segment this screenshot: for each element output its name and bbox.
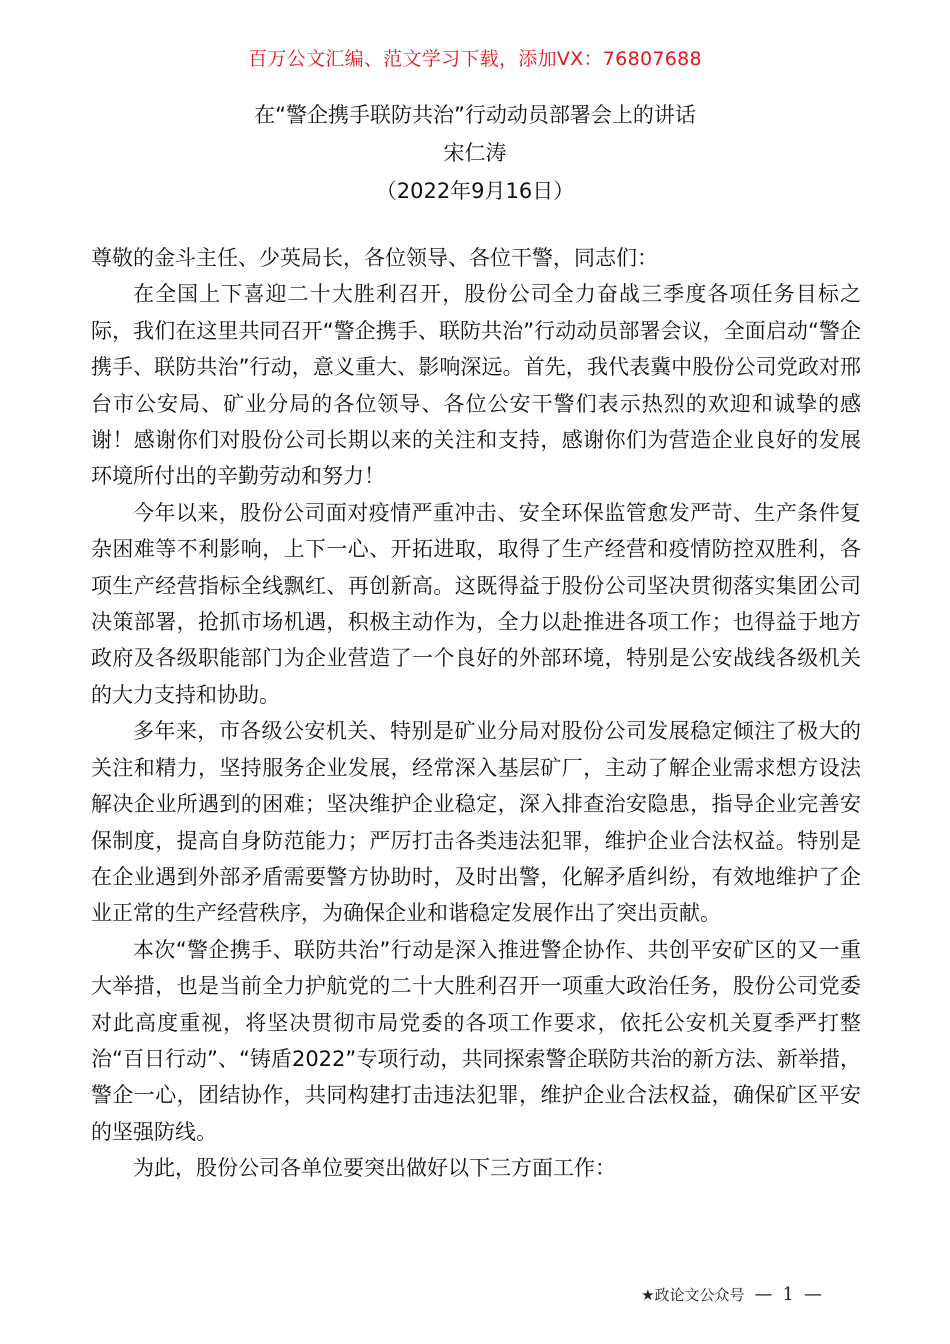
paragraph: 今年以来，股份公司面对疫情严重冲击、安全环保监管愈发严苛、生产条件复杂困难等不利影响，上下一心、开拓进取，取得了生产经营和疫情防控双胜利，各项生产经营指标全线飘红、再创新高。这既得益于股份公司坚决贯彻落实集团公司决策部署，抢抓市场机遇，积极主动作为，全力以赴推进各项工作；也得益于地方政府及各级职能部门为企业营造了一个良好的外部环境，特别是公安战线各级机关的大力支持和协助。 xyxy=(91,500,861,707)
footer-source: ★政论文公众号 xyxy=(641,1286,745,1304)
footer-dash-right: — xyxy=(804,1284,822,1305)
salutation: 尊敬的金斗主任、少英局长，各位领导、各位干警，同志们： xyxy=(91,246,658,270)
paragraph: 在全国上下喜迎二十大胜利召开，股份公司全力奋战三季度各项任务目标之际，我们在这里共同召开“警企携手、联防共治”行动动员部署会议，全面启动“警企携手、联防共治”行动，意义重大、影响深远。首先，我代表冀中股份公司党政对邢台市公安局、矿业分局的各位领导、各位公安干警们表示热烈的欢迎和诚挚的感谢！感谢你们对股份公司长期以来的关注和支持，感谢你们为营造企业良好的发展环境所付出的辛勤劳动和努力！ xyxy=(91,282,861,489)
speech-body xyxy=(91,240,861,1187)
footer-dash-left: — xyxy=(754,1284,773,1305)
speech-author: 宋仁涛 xyxy=(443,141,507,165)
page-footer xyxy=(641,1284,832,1305)
paragraph: 多年来，市各级公安机关、特别是矿业分局对股份公司发展稳定倾注了极大的关注和精力，坚持服务企业发展，经常深入基层矿厂，主动了解企业需求想方设法解决企业所遇到的困难；坚决维护企业稳定，深入排查治安隐患，指导企业完善安保制度，提高自身防范能力；严厉打击各类违法犯罪，维护企业合法权益。特别是在企业遇到外部矛盾需要警方协助时，及时出警，化解矛盾纠纷，有效地维护了企业正常的生产经营秩序，为确保企业和谐稳定发展作出了突出贡献。 xyxy=(91,719,861,926)
speech-date: （2022年9月16日） xyxy=(375,179,575,203)
speech-title: 在“警企携手联防共治”行动动员部署会上的讲话 xyxy=(254,103,696,127)
paragraph: 为此，股份公司各单位要突出做好以下三方面工作： xyxy=(133,1156,616,1181)
paragraph: 本次“警企携手、联防共治”行动是深入推进警企协作、共创平安矿区的又一重大举措，也是当前全力护航党的二十大胜利召开一项重大政治任务，股份公司党委对此高度重视，将坚决贯彻市局党委的各项工作要求，依托公安机关夏季严打整治“百日行动”、“铸盾2022”专项行动，共同探索警企联防共治的新方法、新举措，警企一心，团结协作，共同构建打击违法犯罪，维护企业合法权益，确保矿区平安的坚强防线。 xyxy=(91,937,861,1144)
header-ad-banner: 百万公文汇编、范文学习下载，添加VX：76807688 xyxy=(248,48,702,70)
page-number: 1 xyxy=(782,1284,794,1305)
title-block xyxy=(0,96,950,210)
